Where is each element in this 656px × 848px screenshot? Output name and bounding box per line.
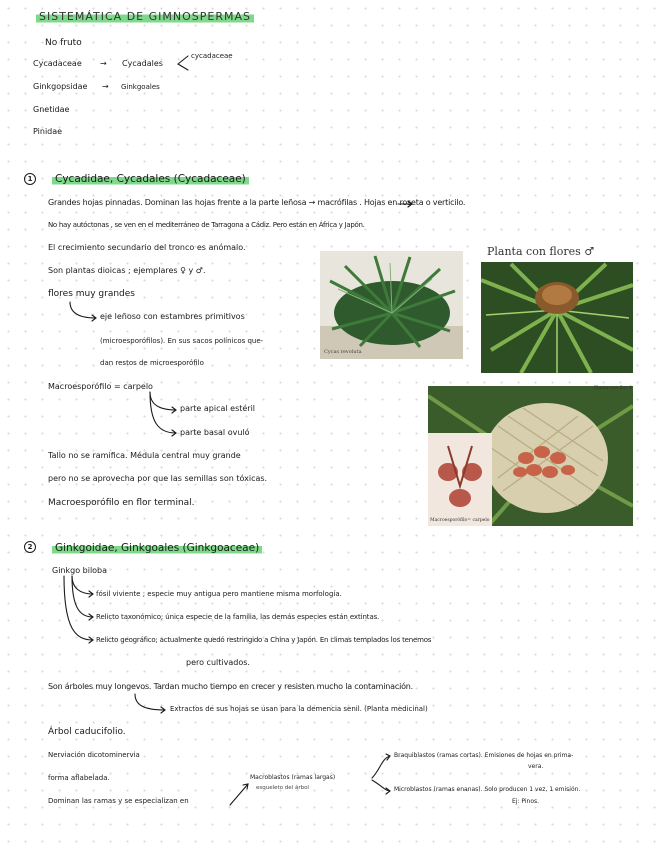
male-plant-caption: Planta con flores ♂: [487, 245, 595, 258]
s1-line: parte basal ovuló: [180, 428, 250, 437]
dominan-line: Dominan las ramas y se especializan en: [48, 797, 189, 805]
female-plant-caption: Planta con flor ♀: [594, 386, 633, 391]
section-number-2: 2: [24, 541, 36, 553]
carpel-inset-caption: Macroesporófilo= carpelo: [430, 518, 490, 523]
section2-heading: Ginkgoidae, Ginkgoales (Ginkgoaceae): [52, 543, 262, 554]
macroblastos-label: Macroblastos (ramas largas): [250, 774, 336, 781]
macroblastos-sub: esqueleto del árbol: [256, 785, 309, 791]
microblastos-label: Microblastos (ramas enanas). Solo producen 1 vez, 1 emisión.: [394, 786, 581, 793]
ginkgo-species: Ginkgo biloba: [52, 566, 108, 575]
s2-bullet: pero cultivados.: [186, 658, 250, 667]
s1-line: pero no se aprovecha por que las semillas son tóxicas.: [48, 474, 268, 483]
gnetidae-label: Gnetidae: [33, 105, 70, 114]
s1-line: dan restos de microesporófilo: [100, 359, 204, 367]
s1-line: (microesporófilos). En sus sacos polínicos que-: [100, 337, 264, 345]
ginkgoales-label: Ginkgoales: [121, 83, 160, 91]
s1-line: Macroesporófilo en flor terminal.: [48, 498, 195, 508]
braquiblastos-cont: vera.: [528, 763, 544, 770]
cycadaceae-small-label: cycadaceae: [191, 52, 233, 60]
arrow-icon: →: [100, 59, 107, 68]
nerviacion-line: Nerviación dicotominervia: [48, 751, 140, 759]
arrow-icon: →: [102, 82, 109, 91]
s1-line: parte apical estéril: [180, 404, 256, 413]
s1-line: Grandes hojas pinnadas. Dominan las hojas frente a la parte leñosa → macrófilas . Hojas en roseta o verticilo.: [48, 198, 466, 207]
caducifolio-line: Árbol caducifolio.: [48, 727, 126, 737]
s1-line: No hay autóctonas , se ven en el mediterráneo de Tarragona a Cádiz. Pero están en África y Japón.: [48, 221, 365, 229]
cycadales-label: Cycadales: [122, 59, 163, 68]
braquiblastos-label: Braquiblastos (ramas cortas). Emisiones de hojas en prima-: [394, 752, 574, 759]
s2-bullet: Relicto geográfico; actualmente quedó restringido a China y Japón. En climas templados los tenemos: [96, 636, 432, 644]
pinos-example: Ej: Pinos.: [512, 798, 540, 805]
extractos-line: Extractos de sus hojas se usan para la demencia senil. (Planta medicinal): [170, 705, 428, 713]
pinidae-label: Pinidae: [33, 127, 63, 136]
s1-line: Son plantas dioicas ; ejemplares ♀ y ♂.: [48, 266, 206, 275]
section-number-1: 1: [24, 173, 36, 185]
s2-bullet: Relicto taxonómico; única especie de la familia, las demás especies están extintas.: [96, 613, 380, 621]
longevos-line: Son árboles muy longevos. Tardan mucho tiempo en crecer y resisten mucho la contaminación.: [48, 682, 414, 691]
s1-line: eje leñoso con estambres primitivos: [100, 312, 245, 321]
cycadaceae-label: Cycadaceae: [33, 59, 82, 68]
page-title: SISTEMÁTICA DE GIMNOSPERMAS: [36, 11, 254, 22]
forma-line: forma aflabelada.: [48, 774, 110, 782]
s2-bullet: fósil viviente ; especie muy antigua pero mantiene misma morfología.: [96, 590, 342, 598]
s1-line: El crecimiento secundario del tronco es anómalo.: [48, 243, 246, 252]
no-fruto-note: No fruto: [45, 38, 82, 48]
s1-line: Macroesporófilo = carpelo: [48, 382, 153, 391]
section1-heading: Cycadidae, Cycadales (Cycadaceae): [52, 174, 249, 185]
s1-line: Tallo no se ramifica. Médula central muy grande: [48, 451, 241, 460]
cycas-revoluta-caption: Cycas revoluta: [324, 349, 362, 355]
ginkgopsida-label: Ginkgopsidae: [33, 82, 88, 91]
s1-line: flores muy grandes: [48, 289, 135, 299]
